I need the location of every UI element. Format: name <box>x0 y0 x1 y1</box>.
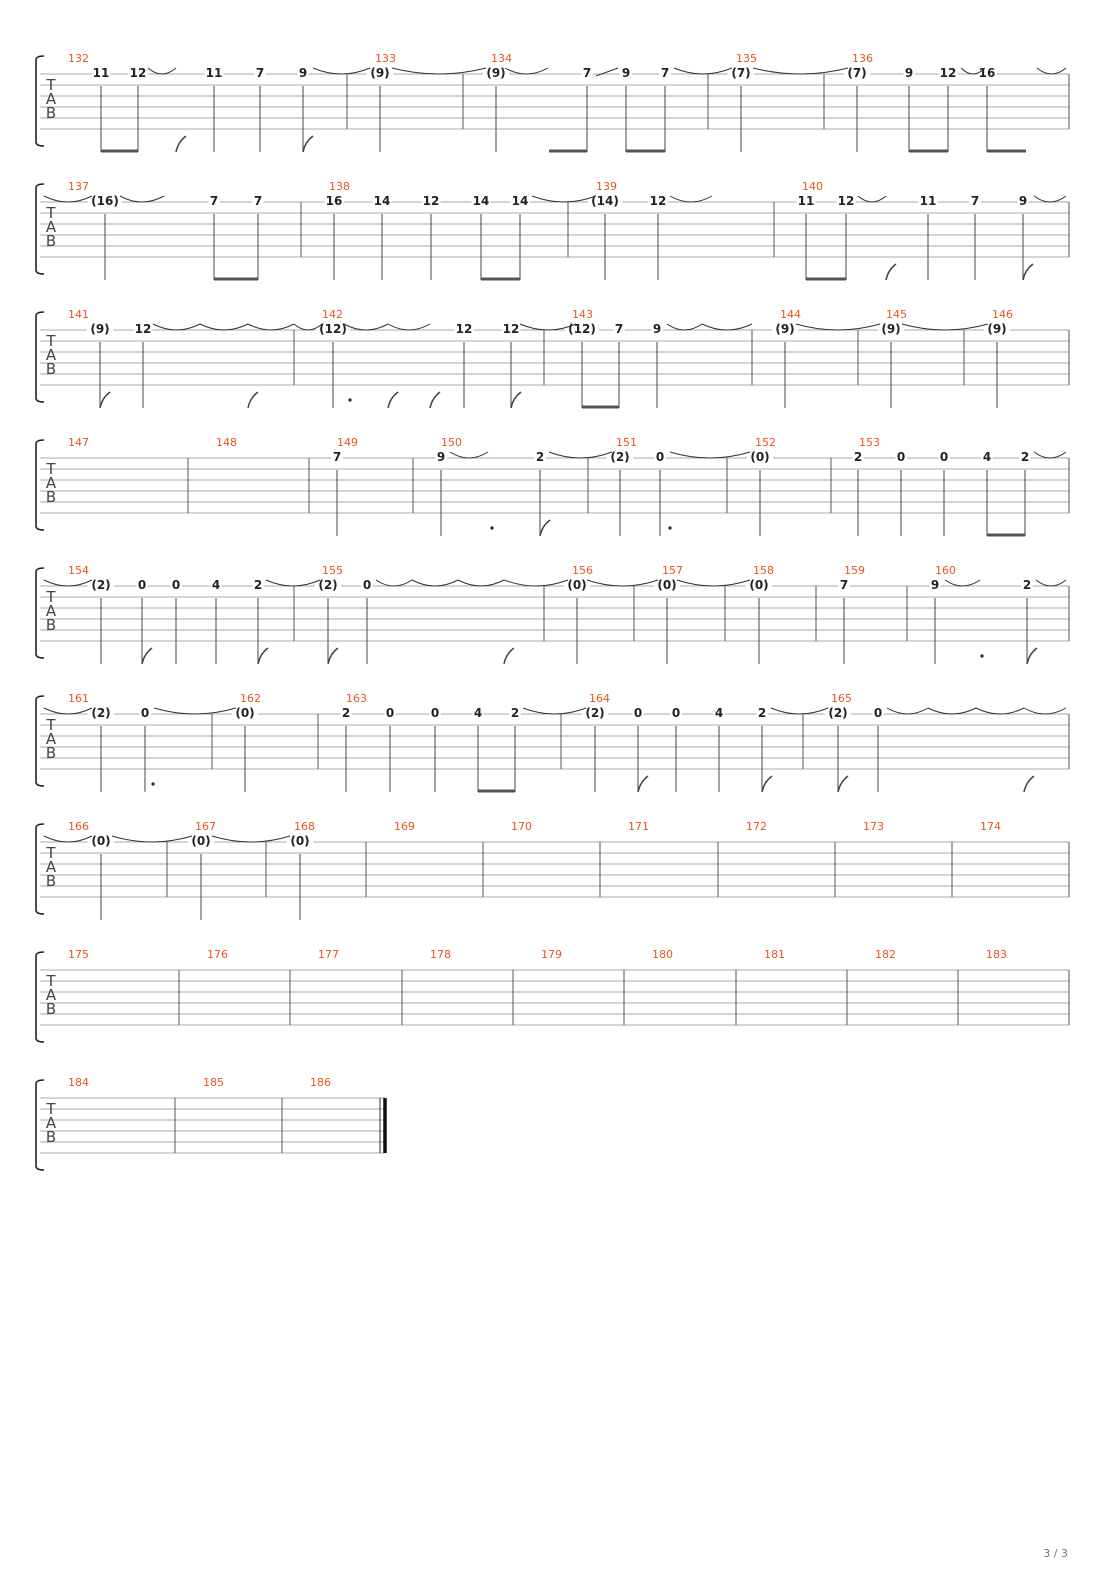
tie-arc <box>458 580 504 586</box>
note-flag <box>430 392 440 408</box>
fret-number: 2 <box>253 578 263 592</box>
fret-number: 0 <box>671 706 681 720</box>
fret-number: 0 <box>171 578 181 592</box>
rhythm-dot <box>980 654 983 657</box>
measure-number: 167 <box>195 820 216 833</box>
note-flag <box>886 264 896 280</box>
tie-arc <box>945 580 980 586</box>
tie-arc <box>976 708 1024 714</box>
tab-clef-letter: T <box>46 332 56 350</box>
fret-number: 9 <box>1018 194 1028 208</box>
fret-number: (0) <box>567 578 587 592</box>
tab-clef-letter: B <box>45 744 57 762</box>
tie-arc <box>388 324 430 330</box>
measure-number: 132 <box>68 52 89 65</box>
tie-arc <box>674 68 732 74</box>
measure-number: 145 <box>886 308 907 321</box>
fret-number: 7 <box>614 322 624 336</box>
measure-number: 153 <box>859 436 880 449</box>
note-flag <box>142 648 152 664</box>
tie-arc <box>112 836 192 842</box>
tab-system <box>36 564 1069 664</box>
tie-arc <box>148 68 176 74</box>
tie-arc <box>667 324 702 330</box>
tie-arc <box>200 324 248 330</box>
tie-arc <box>44 836 92 842</box>
system-bracket <box>36 312 44 402</box>
tie-arc <box>902 324 988 330</box>
fret-number: 12 <box>502 322 520 336</box>
tie-arc <box>1034 452 1066 458</box>
tab-clef-letter: A <box>45 346 57 364</box>
fret-number: 0 <box>140 706 150 720</box>
fret-number: (12) <box>319 322 347 336</box>
measure-number: 171 <box>628 820 649 833</box>
measure-number: 178 <box>430 948 451 961</box>
measure-number: 137 <box>68 180 89 193</box>
tie-arc <box>120 196 164 202</box>
tab-system <box>36 436 1069 536</box>
page-number: 3 / 3 <box>1043 1547 1068 1560</box>
tie-arc <box>858 196 886 202</box>
tie-arc <box>670 452 750 458</box>
fret-number: 12 <box>939 66 957 80</box>
fret-number: 11 <box>205 66 223 80</box>
tab-clef-letter: T <box>46 76 56 94</box>
fret-number: 9 <box>436 450 446 464</box>
fret-number: 0 <box>939 450 949 464</box>
fret-number: (2) <box>828 706 848 720</box>
note-flag <box>248 392 258 408</box>
measure-number: 160 <box>935 564 956 577</box>
fret-number: 11 <box>919 194 937 208</box>
tab-clef-letter: A <box>45 90 57 108</box>
tie-arc <box>313 68 370 74</box>
fret-number: 4 <box>211 578 221 592</box>
tab-clef-letter: T <box>46 1100 56 1118</box>
measure-number: 166 <box>68 820 89 833</box>
system-bracket <box>36 56 44 146</box>
fret-number: 2 <box>1020 450 1030 464</box>
fret-number: 0 <box>633 706 643 720</box>
fret-number: 7 <box>839 578 849 592</box>
tie-arc <box>1037 68 1066 74</box>
fret-number: 0 <box>655 450 665 464</box>
fret-number: 2 <box>510 706 520 720</box>
tie-arc <box>887 708 928 714</box>
measure-number: 164 <box>589 692 610 705</box>
tab-clef-letter: B <box>45 872 57 890</box>
tab-clef-letter: A <box>45 602 57 620</box>
fret-number: 9 <box>930 578 940 592</box>
measure-number: 136 <box>852 52 873 65</box>
tie-arc <box>1034 196 1066 202</box>
fret-number: 9 <box>652 322 662 336</box>
fret-number: 2 <box>853 450 863 464</box>
fret-number: (2) <box>91 578 111 592</box>
fret-number: (0) <box>749 578 769 592</box>
tie-arc <box>702 324 752 330</box>
slide-line <box>596 68 618 76</box>
tab-clef-letter: T <box>46 588 56 606</box>
measure-number: 147 <box>68 436 89 449</box>
fret-number: (2) <box>91 706 111 720</box>
note-flag <box>176 136 186 152</box>
tie-arc <box>549 452 612 458</box>
fret-number: 2 <box>1022 578 1032 592</box>
note-flag <box>838 776 848 792</box>
tab-clef-letter: B <box>45 360 57 378</box>
tab-clef-letter: A <box>45 218 57 236</box>
measure-number: 173 <box>863 820 884 833</box>
fret-number: 0 <box>873 706 883 720</box>
note-flag <box>303 136 313 152</box>
fret-number: 7 <box>255 66 265 80</box>
tie-arc <box>505 68 548 74</box>
measure-number: 157 <box>662 564 683 577</box>
tie-arc <box>248 324 294 330</box>
note-flag <box>511 392 521 408</box>
fret-number: (2) <box>610 450 630 464</box>
measure-number: 176 <box>207 948 228 961</box>
tab-clef-letter: B <box>45 232 57 250</box>
measure-number: 165 <box>831 692 852 705</box>
rhythm-dot <box>668 526 671 529</box>
tab-clef-letter: B <box>45 1000 57 1018</box>
measure-number: 163 <box>346 692 367 705</box>
tab-clef-letter: A <box>45 986 57 1004</box>
note-flag <box>1024 776 1034 792</box>
measure-number: 134 <box>491 52 512 65</box>
fret-number: 0 <box>430 706 440 720</box>
system-bracket <box>36 184 44 274</box>
tab-system <box>36 180 1069 280</box>
fret-number: 12 <box>129 66 147 80</box>
tab-clef-letter: B <box>45 616 57 634</box>
tab-clef-letter: A <box>45 1114 57 1132</box>
measure-number: 144 <box>780 308 801 321</box>
fret-number: (9) <box>987 322 1007 336</box>
tie-arc <box>532 196 596 202</box>
tab-system <box>36 1076 385 1170</box>
measure-number: 169 <box>394 820 415 833</box>
note-flag <box>638 776 648 792</box>
fret-number: 9 <box>621 66 631 80</box>
fret-number: (0) <box>290 834 310 848</box>
tab-system <box>36 692 1069 792</box>
fret-number: 14 <box>511 194 529 208</box>
tie-arc <box>376 580 412 586</box>
measure-number: 140 <box>802 180 823 193</box>
fret-number: 7 <box>253 194 263 208</box>
system-bracket <box>36 952 44 1042</box>
measure-number: 150 <box>441 436 462 449</box>
tie-arc <box>523 708 586 714</box>
fret-number: 0 <box>362 578 372 592</box>
measure-number: 139 <box>596 180 617 193</box>
measure-number: 161 <box>68 692 89 705</box>
tie-arc <box>796 324 880 330</box>
fret-number: 7 <box>970 194 980 208</box>
system-bracket <box>36 824 44 914</box>
fret-number: (9) <box>90 322 110 336</box>
tie-arc <box>344 324 388 330</box>
measure-number: 175 <box>68 948 89 961</box>
fret-number: 4 <box>714 706 724 720</box>
rhythm-dot <box>151 782 154 785</box>
fret-number: (2) <box>585 706 605 720</box>
fret-number: (0) <box>657 578 677 592</box>
measure-number: 182 <box>875 948 896 961</box>
measure-number: 135 <box>736 52 757 65</box>
fret-number: (9) <box>370 66 390 80</box>
tab-clef-letter: T <box>46 716 56 734</box>
fret-number: (7) <box>731 66 751 80</box>
measure-number: 149 <box>337 436 358 449</box>
fret-number: (9) <box>775 322 795 336</box>
fret-number: 12 <box>455 322 473 336</box>
fret-number: 7 <box>209 194 219 208</box>
fret-number: 12 <box>422 194 440 208</box>
fret-number: 12 <box>837 194 855 208</box>
note-flag <box>762 776 772 792</box>
measure-number: 156 <box>572 564 593 577</box>
note-flag <box>540 520 550 536</box>
fret-number: 4 <box>473 706 483 720</box>
fret-number: 12 <box>649 194 667 208</box>
tie-arc <box>212 836 290 842</box>
tie-arc <box>44 196 92 202</box>
tie-arc <box>504 580 568 586</box>
system-bracket <box>36 1080 44 1170</box>
system-bracket <box>36 568 44 658</box>
note-flag <box>258 648 268 664</box>
tie-arc <box>670 196 712 202</box>
tie-arc <box>677 580 750 586</box>
measure-number: 180 <box>652 948 673 961</box>
note-flag <box>328 648 338 664</box>
fret-number: 16 <box>325 194 343 208</box>
note-flag <box>1027 648 1037 664</box>
measure-number: 155 <box>322 564 343 577</box>
tab-system <box>36 52 1069 152</box>
fret-number: (16) <box>91 194 119 208</box>
measure-number: 162 <box>240 692 261 705</box>
measure-number: 168 <box>294 820 315 833</box>
tab-system <box>36 820 1069 920</box>
measure-number: 142 <box>322 308 343 321</box>
fret-number: 12 <box>134 322 152 336</box>
measure-number: 159 <box>844 564 865 577</box>
measure-number: 184 <box>68 1076 89 1089</box>
fret-number: 2 <box>535 450 545 464</box>
fret-number: (7) <box>847 66 867 80</box>
fret-number: (0) <box>750 450 770 464</box>
measure-number: 185 <box>203 1076 224 1089</box>
fret-number: 9 <box>298 66 308 80</box>
fret-number: (0) <box>235 706 255 720</box>
measure-number: 172 <box>746 820 767 833</box>
fret-number: (9) <box>486 66 506 80</box>
tie-arc <box>771 708 828 714</box>
measure-number: 158 <box>753 564 774 577</box>
fret-number: 14 <box>472 194 490 208</box>
tie-arc <box>266 580 320 586</box>
tie-arc <box>44 708 92 714</box>
tie-arc <box>587 580 658 586</box>
fret-number: (12) <box>568 322 596 336</box>
measure-number: 151 <box>616 436 637 449</box>
tab-clef-letter: B <box>45 104 57 122</box>
fret-number: 9 <box>904 66 914 80</box>
tie-arc <box>392 68 486 74</box>
fret-number: (2) <box>318 578 338 592</box>
measure-number: 174 <box>980 820 1001 833</box>
measure-number: 179 <box>541 948 562 961</box>
tab-system <box>36 308 1069 408</box>
rhythm-dot <box>490 526 493 529</box>
tab-clef-letter: A <box>45 730 57 748</box>
note-flag <box>504 648 514 664</box>
measure-number: 152 <box>755 436 776 449</box>
measure-number: 177 <box>318 948 339 961</box>
note-flag <box>100 392 110 408</box>
tab-clef-letter: A <box>45 474 57 492</box>
fret-number: 0 <box>137 578 147 592</box>
measure-number: 186 <box>310 1076 331 1089</box>
fret-number: (0) <box>91 834 111 848</box>
fret-number: 11 <box>797 194 815 208</box>
tab-clef-letter: T <box>46 460 56 478</box>
tab-clef-letter: A <box>45 858 57 876</box>
tie-arc <box>753 68 848 74</box>
tie-arc <box>450 452 488 458</box>
measure-number: 154 <box>68 564 89 577</box>
fret-number: 2 <box>341 706 351 720</box>
tab-clef-letter: B <box>45 488 57 506</box>
tie-arc <box>44 580 92 586</box>
fret-number: (14) <box>591 194 619 208</box>
fret-number: (9) <box>881 322 901 336</box>
fret-number: 4 <box>982 450 992 464</box>
tab-system <box>36 948 1069 1042</box>
fret-number: 16 <box>978 66 996 80</box>
note-flag <box>388 392 398 408</box>
note-flag <box>1023 264 1033 280</box>
measure-number: 183 <box>986 948 1007 961</box>
tab-clef-letter: B <box>45 1128 57 1146</box>
fret-number: 14 <box>373 194 391 208</box>
fret-number: (0) <box>191 834 211 848</box>
system-bracket <box>36 696 44 786</box>
tie-arc <box>153 324 200 330</box>
tab-clef-letter: T <box>46 844 56 862</box>
fret-number: 0 <box>385 706 395 720</box>
measure-number: 143 <box>572 308 593 321</box>
fret-number: 2 <box>757 706 767 720</box>
tie-arc <box>412 580 458 586</box>
fret-number: 11 <box>92 66 110 80</box>
tie-arc <box>928 708 976 714</box>
measure-number: 133 <box>375 52 396 65</box>
tab-clef-letter: T <box>46 972 56 990</box>
rhythm-dot <box>348 398 351 401</box>
fret-number: 7 <box>582 66 592 80</box>
tie-arc <box>1024 708 1066 714</box>
measure-number: 170 <box>511 820 532 833</box>
measure-number: 181 <box>764 948 785 961</box>
fret-number: 7 <box>660 66 670 80</box>
tie-arc <box>154 708 236 714</box>
tie-arc <box>1036 580 1066 586</box>
fret-number: 0 <box>896 450 906 464</box>
measure-number: 138 <box>329 180 350 193</box>
measure-number: 146 <box>992 308 1013 321</box>
fret-number: 7 <box>332 450 342 464</box>
measure-number: 148 <box>216 436 237 449</box>
system-bracket <box>36 440 44 530</box>
measure-number: 141 <box>68 308 89 321</box>
tab-clef-letter: T <box>46 204 56 222</box>
